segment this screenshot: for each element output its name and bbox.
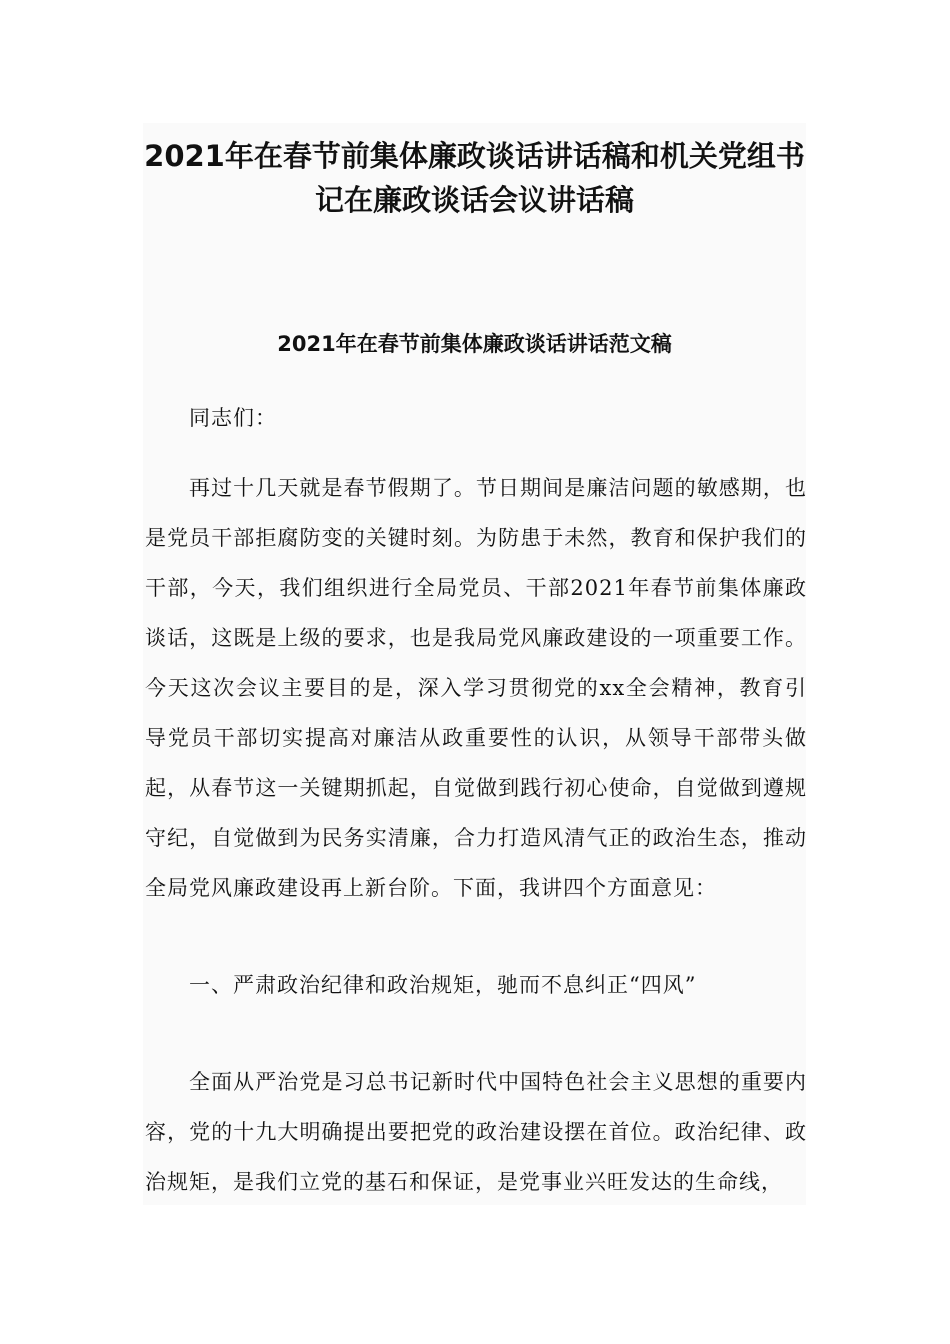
body-paragraph-1: 再过十几天就是春节假期了。节日期间是廉洁问题的敏感期，也是党员干部拒腐防变的关键时刻。为防患于未然，教育和保护我们的干部，今天，我们组织进行全局党员、干部2021年春节前集体廉政谈话，这既是上级的要求，也是我局党风廉政建设的一项重要工作。今天这次会议主要目的是，深入学习贯彻党的xx全会精神，教育引导党员干部切实提高对廉洁从政重要性的认识，从领导干部带头做起，从春节这一关键期抓起，自觉做到践行初心使命，自觉做到遵规守纪，自觉做到为民务实清廉，合力打造风清气正的政治生态，推动全局党风廉政建设再上新台阶。下面，我讲四个方面意见：: [145, 476, 807, 900]
section-title: 2021年在春节前集体廉政谈话讲话范文稿: [277, 332, 672, 356]
document-title-line-1: 2021年在春节前集体廉政谈话讲话稿和机关党组书: [144, 139, 805, 173]
body-paragraph-2: 全面从严治党是习总书记新时代中国特色社会主义思想的重要内容，党的十九大明确提出要把党的政治建设摆在首位。政治纪律、政治规矩，是我们立党的基石和保证，是党事业兴旺发达的生命线，: [145, 1070, 807, 1194]
greeting: 同志们：: [189, 406, 277, 430]
document-title-line-2: 记在廉政谈话会议讲话稿: [314, 183, 634, 217]
section-heading-1: 一、严肃政治纪律和政治规矩，驰而不息纠正“四风”: [189, 973, 697, 997]
